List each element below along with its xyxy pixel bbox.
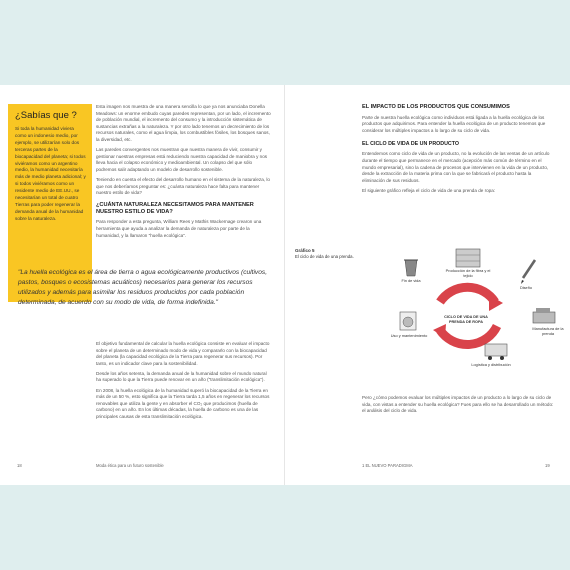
fabric-roll-icon [456, 249, 480, 267]
right-page-number: 19 [545, 463, 550, 468]
right-page-column-lower [362, 395, 554, 418]
page-gutter [284, 85, 285, 485]
right-page-column [362, 104, 554, 198]
figure-caption: El ciclo de vida de una prenda. [295, 254, 354, 259]
left-paragraph-1: Esta imagen nos muestra de una manera sencilla lo que ya nos anunciaba Donella Meadows: un enorme embudo cuyas paredes representan, por un lado, el incremento de población mundial, el incremento del consumo y la introducción sistemática de sustancias extrañas a la naturaleza. Y por otro lado tenemos un decrecimiento de los recursos naturales, como el agua limpia, los combustibles fósiles, los bosques sanos, la diversidad, etc. [96, 104, 271, 142]
figure-title: Gráfico 5 [295, 248, 315, 253]
label-diseno: Diseño [519, 285, 533, 290]
cycle-center-label: CICLO DE VIDA DE UNA PRENDA DE ROPA [444, 315, 488, 324]
sewing-machine-icon [533, 308, 555, 323]
right-paragraph-2: Entendemos como ciclo de vida de un producto, no la evolución de las ventas de un artículo durante el tiempo que permanece en el mercado (acepción más común de término en el mundo empresarial), sino la cadena de procesos que intervienen en la vida de un producto, desde la extracción de la materia prima con la que se fabricará el producto hasta la eliminación de sus residuos. [362, 151, 550, 183]
left-page-column-lower [96, 341, 272, 424]
left-paragraph-5: El objetivo fundamental de calcular la huella ecológica consiste en evaluar el impacto sobre el planeta de un determinado modo de vida y compararlo con la biocapacidad del planeta (la capacidad ecológica de la Tierra para regenerar sus recursos). Por tanto, es un indicador clave para la sostenibilidad. [96, 341, 270, 366]
right-subheading: EL CICLO DE VIDA DE UN PRODUCTO [362, 140, 460, 147]
pencil-icon [521, 260, 535, 284]
left-page-column [96, 104, 272, 243]
label-uso: Uso y mantenimiento [390, 333, 428, 338]
left-page-number: 18 [17, 463, 22, 468]
label-logistica: Logística y distribución [471, 362, 511, 367]
left-paragraph-4: Para responder a esta pregunta, William Rees y Mathis Wackernage crearon una herramienta que ayuda a analizar la demanda de naturaleza por parte de la humanidad, y la llamaron "huella ecológica". [96, 219, 262, 238]
life-cycle-diagram [385, 240, 565, 390]
left-paragraph-7: En 2008, la huella ecológica de la humanidad superó la biocapacidad de la Tierra en más de un 50 %, esto significa que la Tierra tarda 1,5 años en regenerar los recursos renovables que utiliza la gente y en absorber el CO₂ que producimos (huella de carbono) en un año. En los últimas décadas, la huella de carbono es una de las principales causas de esta translimitación ecológica. [96, 387, 270, 419]
callout-title: ¿Sabías que ? [15, 110, 77, 121]
left-paragraph-3: Teniendo en cuenta el efecto del desarrollo humano en el sistema de la naturaleza, lo que nos deberíamos preguntar es: ¿cuánta naturaleza hace falta para mantener nuestro estilo de vida? [96, 176, 270, 196]
left-running-footer: Moda ética para un futuro sostenible [96, 463, 164, 468]
left-heading: ¿CUÁNTA NATURALEZA NECESITAMOS PARA MANTENER NUESTRO ESTILO DE VIDA? [96, 201, 254, 215]
delivery-truck-icon [485, 344, 507, 360]
figure-label [295, 248, 354, 260]
right-paragraph-3: El siguiente gráfico refleja el ciclo de vida de una prenda de ropa: [362, 187, 496, 193]
label-manufactura: Manufactura de la prenda [532, 326, 564, 336]
trash-bin-icon [404, 260, 418, 276]
callout-text: Si toda la humanidad viviera como un indonesio medio, por ejemplo, se utilizarían solo dos terceras partes de la biocapacidad del planeta; si todos viviéramos como un argentino medio, la humanidad necesitaría más de medio planeta adicional; y si todos viviéramos como un residente medio de EE.UU., se necesitarían un total de cuatro Tierras para poder regenerar la demanda anual de la humanidad sobre la naturaleza. [15, 126, 86, 221]
label-fin: Fin de vida [401, 278, 421, 283]
left-paragraph-2: Las paredes convergentes nos muestran que nuestra manera de vivir, consumir y gestionar nuestras empresas está reduciendo nuestra capacidad de maniobra y nos lleva hacia el colapso económico y medioambiental. Un colapso del que sólo podremos salir adaptando un modelo de desarrollo sostenible. [96, 147, 268, 172]
right-running-footer: 1 EL NUEVO PARADIGMA [362, 463, 413, 468]
book-spread [0, 85, 570, 485]
washing-machine-icon [400, 312, 416, 330]
left-paragraph-6: Desde los años setenta, la demanda anual de la humanidad sobre el mundo natural ha superado lo que la Tierra puede renovar en un año ("translimitación ecológica"). [96, 370, 267, 383]
right-paragraph-4: Pero ¿cómo podemos evaluar los múltiples impactos de un producto a lo largo de su ciclo de vida, con vistas a entender su huella ecológica? Fues para ello se ha desarrollado un método: el análisis del ciclo de vida. [362, 395, 554, 414]
pull-quote: "La huella ecológica es el área de tierra o agua ecológicamente productivos (cultivos, pastos, bosques o ecosistemas acuáticos) necesarios para generar los recursos utilizados y además para asimilar los residuos producidos por cada población determinada, de acuerdo con su modo de vida, de forma indefinida." [18, 269, 268, 306]
label-produccion: Producción de la fibra y el tejido [445, 268, 491, 278]
right-paragraph-1: Parte de nuestra huella ecológica como individuos está ligada a la huella ecológica de los productos que adquirimos. Para entender la huella ecológica de un producto tenemos que considerar los múltiples impactos a lo largo de su ciclo de vida. [362, 114, 546, 133]
right-heading: EL IMPACTO DE LOS PRODUCTOS QUE CONSUMIMOS [362, 104, 510, 110]
